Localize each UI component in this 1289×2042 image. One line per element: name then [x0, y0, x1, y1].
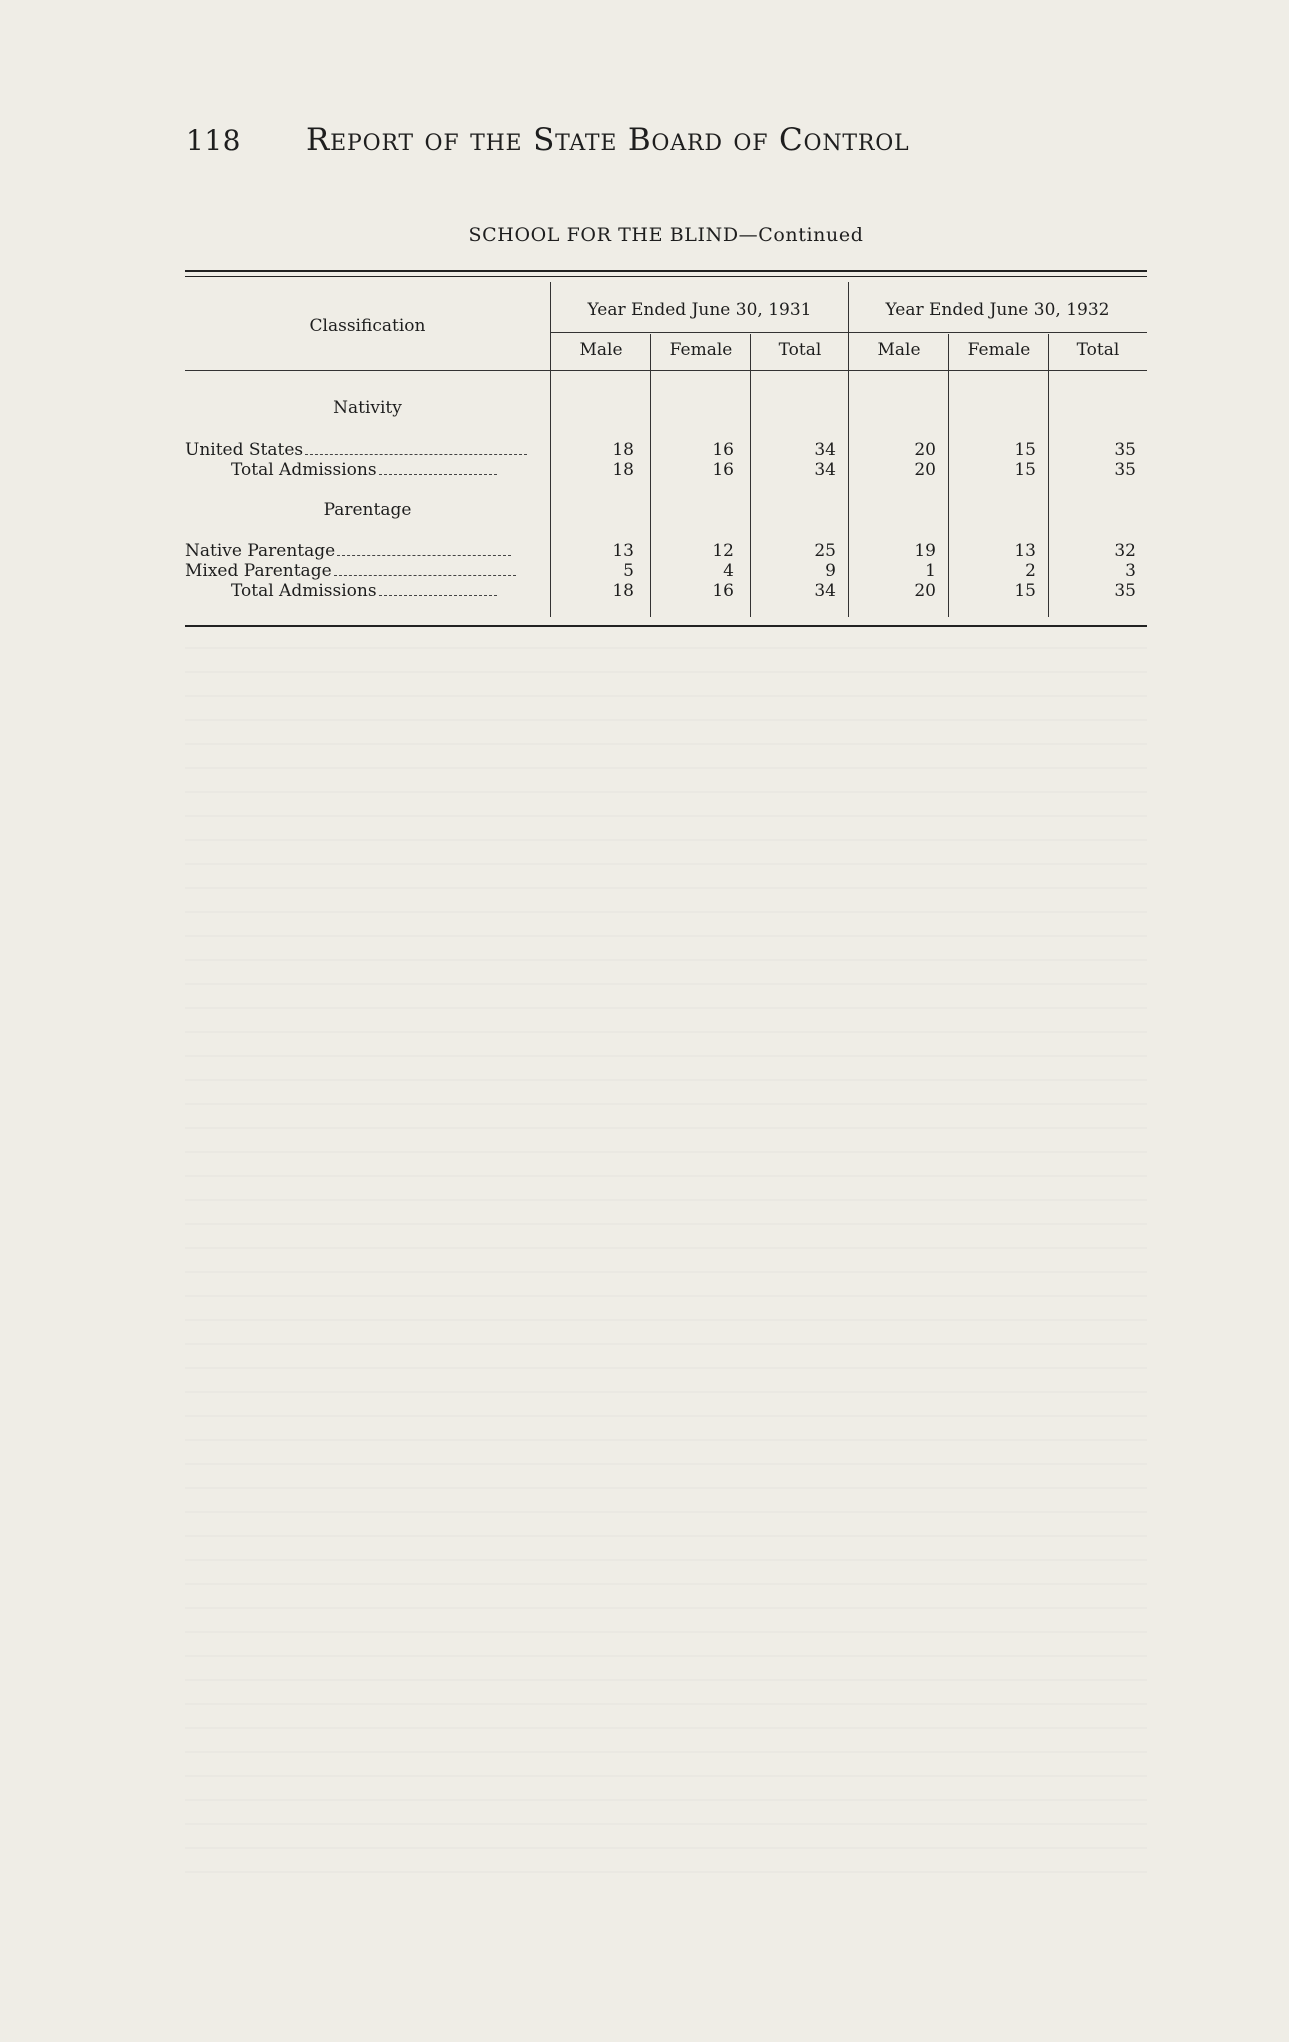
- cell-native-female-1932: 13: [1014, 541, 1036, 561]
- row-label-native-parentage: Native Parentage: [185, 541, 511, 561]
- cell-par-total-female-1932: 15: [1014, 581, 1036, 601]
- vline-1931-1932: [848, 282, 849, 617]
- vline-male-1932: [948, 334, 949, 617]
- cell-nat-total-male-1931: 18: [612, 460, 634, 480]
- col-female-1932: Female: [967, 340, 1031, 360]
- vline-female-1932: [1048, 334, 1049, 617]
- cell-par-total-female-1931: 16: [712, 581, 734, 601]
- cell-par-total-total-1931: 34: [814, 581, 836, 601]
- cell-mixed-total-1932: 3: [1125, 561, 1136, 581]
- cell-par-total-male-1932: 20: [914, 581, 936, 601]
- cell-nat-total-female-1931: 16: [712, 460, 734, 480]
- cell-nat-total-female-1932: 15: [1014, 460, 1036, 480]
- cell-mixed-female-1931: 4: [723, 561, 734, 581]
- classification-header: Classification: [309, 316, 426, 336]
- cell-mixed-male-1931: 5: [623, 561, 634, 581]
- vline-classification: [550, 282, 551, 617]
- row-label-united-states: United States: [185, 440, 527, 460]
- cell-us-total-1931: 34: [814, 440, 836, 460]
- vline-female-1931: [750, 334, 751, 617]
- group-underline: [551, 332, 1147, 333]
- cell-par-total-total-1932: 35: [1114, 581, 1136, 601]
- cell-us-male-1932: 20: [914, 440, 936, 460]
- table-title: SCHOOL FOR THE BLIND—Continued: [468, 224, 864, 246]
- group-header-1932: Year Ended June 30, 1932: [885, 300, 1110, 320]
- table-bottom-rule: [185, 625, 1147, 627]
- cell-mixed-male-1932: 1: [925, 561, 936, 581]
- page-number: 118: [186, 124, 241, 157]
- cell-us-total-1932: 35: [1114, 440, 1136, 460]
- cell-nat-total-total-1931: 34: [814, 460, 836, 480]
- cell-par-total-male-1931: 18: [612, 581, 634, 601]
- row-label-total-admissions-nativity: Total Admissions: [231, 460, 497, 480]
- row-label-total-admissions-parentage: Total Admissions: [231, 581, 497, 601]
- col-female-1931: Female: [669, 340, 733, 360]
- cell-native-male-1931: 13: [612, 541, 634, 561]
- section-heading-parentage: Parentage: [323, 500, 412, 520]
- cell-us-female-1932: 15: [1014, 440, 1036, 460]
- col-total-1932: Total: [1076, 340, 1120, 360]
- table-top-rule: [185, 270, 1147, 272]
- cell-native-total-1932: 32: [1114, 541, 1136, 561]
- cell-mixed-total-1931: 9: [825, 561, 836, 581]
- cell-nat-total-male-1932: 20: [914, 460, 936, 480]
- cell-native-male-1932: 19: [914, 541, 936, 561]
- table-top-rule-thin: [185, 276, 1147, 277]
- col-male-1932: Male: [877, 340, 921, 360]
- vline-male-1931: [650, 334, 651, 617]
- cell-us-female-1931: 16: [712, 440, 734, 460]
- cell-native-total-1931: 25: [814, 541, 836, 561]
- cell-nat-total-total-1932: 35: [1114, 460, 1136, 480]
- col-male-1931: Male: [579, 340, 623, 360]
- cell-mixed-female-1932: 2: [1025, 561, 1036, 581]
- running-head: Report of the State Board of Control: [306, 122, 910, 158]
- col-total-1931: Total: [778, 340, 822, 360]
- header-bottom-rule: [185, 370, 1147, 371]
- section-heading-nativity: Nativity: [333, 398, 402, 418]
- cell-us-male-1931: 18: [612, 440, 634, 460]
- faint-show-through: [185, 625, 1147, 1875]
- row-label-mixed-parentage: Mixed Parentage: [185, 561, 516, 581]
- group-header-1931: Year Ended June 30, 1931: [587, 300, 812, 320]
- cell-native-female-1931: 12: [712, 541, 734, 561]
